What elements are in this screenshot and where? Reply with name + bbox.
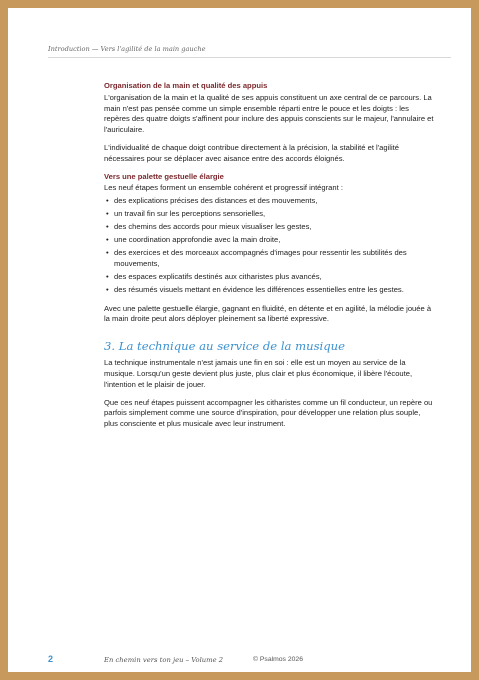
list-item [104,285,434,296]
list-item [104,235,434,246]
list-item-text: des explications précises des distances et des mouvements, [114,196,318,206]
paragraph: L'organisation de la main et la qualité de ses appuis constituent un axe central de ce parcours. La main n'est pas pensée comme un simple ensemble réparti entre le pouce et les doigts : les repères des quatre doigts s'affinent pour inclure des appuis conscients sur le majeur, l'annulaire et l'auriculaire. [104,92,434,135]
document-page [8,8,471,672]
bullet-icon: • [106,248,109,258]
list-item [104,272,434,283]
list-item [104,209,434,220]
section-heading-organisation: Organisation de la main et qualité des appuis [104,81,268,90]
paragraph: L'individualité de chaque doigt contribue directement à la précision, la stabilité et l'agilité nécessaires pour se déplacer avec aisance entre des accords éloignés. [104,142,400,163]
list-item [104,196,434,207]
header-rule [48,57,451,58]
running-header: Introduction — Vers l'agilité de la main gauche [48,45,206,53]
list-item-text: une coordination approfondie avec la main droite, [114,235,281,245]
book-title: En chemin vers ton jeu – Volume 2 [104,656,224,664]
bullet-icon: • [106,271,109,281]
main-content [104,81,434,437]
list-item-text: des résumés visuels mettant en évidence les différences essentielles entre les gestes. [114,284,404,294]
bullet-icon: • [106,196,109,206]
bullet-icon: • [106,235,109,245]
list-intro: Les neuf étapes forment un ensemble cohérent et progressif intégrant : [104,183,343,193]
list-item [104,248,434,270]
list-item-text: des exercices et des morceaux accompagnés d'images pour ressentir les subtilités des mouvements, [114,248,407,268]
section-heading-palette: Vers une palette gestuelle élargie [104,171,224,181]
chapter-title: 3. La technique au service de la musique [104,339,345,354]
paragraph: Avec une palette gestuelle élargie, gagnant en fluidité, en détente et en agilité, la mélodie jouée à la main droite peut alors déployer pleinement sa liberté expressive. [104,303,432,324]
list-item-text: des espaces explicatifs destinés aux citharistes plus avancés, [114,271,322,281]
list-item [104,222,434,233]
paragraph: Que ces neuf étapes puissent accompagner les citharistes comme un fil conducteur, un repère ou parfois simplement comme une source d'inspiration, pour développer une relation plus souple, plus consciente et plus musicale avec leur instrument. [104,397,433,429]
list-item-text: un travail fin sur les perceptions sensorielles, [114,209,266,219]
page-number: 2 [48,654,54,664]
bullet-icon: • [106,284,109,294]
list-item-text: des chemins des accords pour mieux visualiser les gestes, [114,222,312,232]
bullet-list [104,196,434,296]
bullet-icon: • [106,209,109,219]
paragraph: La technique instrumentale n'est jamais une fin en soi : elle est un moyen au service de la musique. Lorsqu'un geste devient plus juste, plus clair et plus économique, il libère l'écoute, l'intention et le plaisir de jouer. [104,358,413,389]
bullet-icon: • [106,222,109,232]
copyright-notice: © Psalmos 2026 [253,656,303,663]
